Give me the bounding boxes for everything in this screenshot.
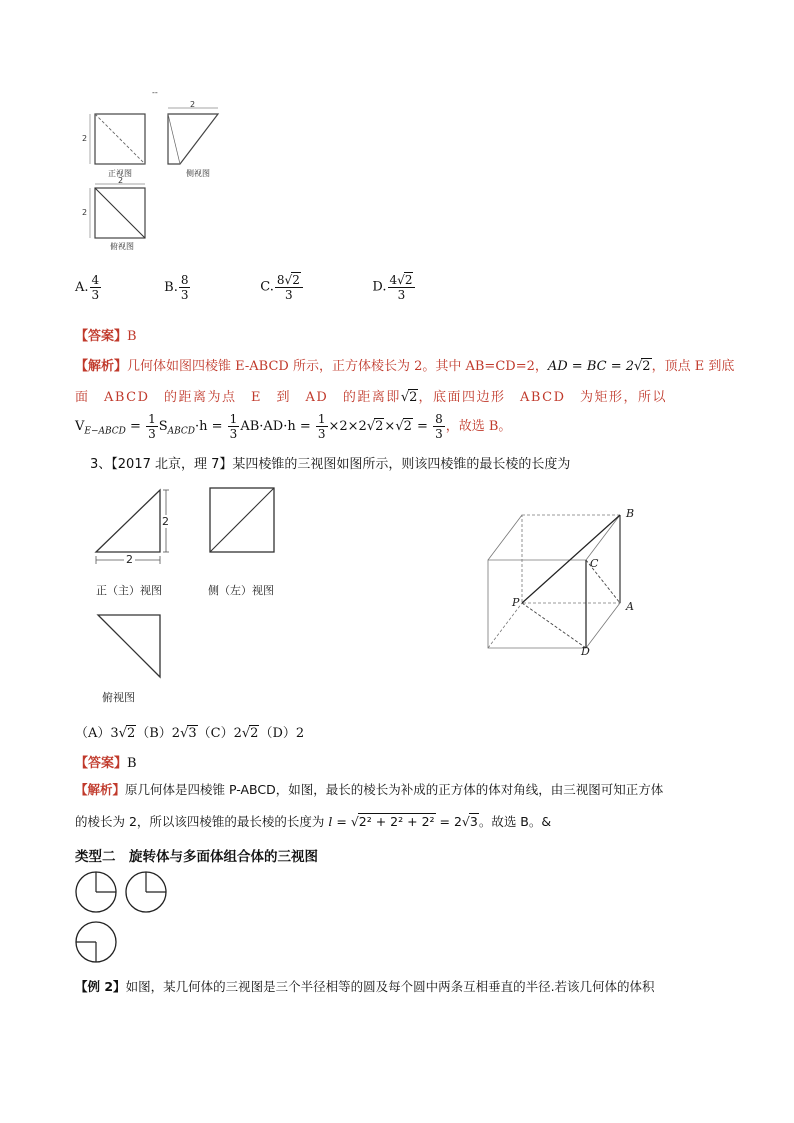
circle-views-drawing [72, 868, 182, 968]
answer-value: B [127, 329, 137, 344]
analysis-text-2: 面 ABCD 的距离为点 E 到 AD 的距离即 [75, 390, 401, 405]
cube-label-b: B [626, 507, 635, 520]
analysis-tail-2: ，底面四边形 ABCD 为矩形，所以 [418, 390, 667, 405]
circle-views-figure [72, 868, 182, 968]
q3-option-a: （A）3 [75, 726, 119, 741]
section-title: 类型二 旋转体与多面体组合体的三视图 [75, 849, 318, 865]
analysis-rad2: 3 [469, 814, 478, 829]
option-c [260, 272, 368, 302]
q2-answer [75, 325, 137, 344]
frac-2 [228, 412, 240, 441]
formula-mid4: × [384, 419, 396, 434]
analysis-label: 【解析】 [75, 359, 128, 374]
formula-rad1: 2 [375, 419, 384, 434]
q3-answer [75, 752, 137, 771]
frac-2-num: 1 [229, 412, 238, 426]
analysis-tail: 。故选 B。& [478, 814, 552, 829]
q3-options: （A）3√2（B）2√3（C）2√2（D）2 [75, 726, 305, 741]
option-a-prefix: A. [75, 279, 89, 295]
dim-top-left: 2 [82, 208, 88, 217]
analysis-rad-1: 2 [642, 359, 651, 374]
dim-top-top: 2 [118, 176, 124, 185]
q3-header: 3、【2017 北京，理 7】某四棱锥的三视图如图所示，则该四棱锥的最长棱的长度为 [90, 457, 571, 472]
formula-mid3: ×2×2 [328, 419, 367, 434]
option-b [164, 273, 256, 302]
formula-eq2: = [412, 419, 433, 434]
option-a-den: 3 [91, 287, 100, 302]
option-c-frac: $\frac{8√2}{3}$ [275, 272, 303, 302]
frac-4-num: 8 [435, 412, 443, 426]
option-a-frac [90, 273, 102, 302]
frac-1-num: 1 [148, 412, 156, 426]
frac-3-den: 3 [317, 427, 326, 441]
frac-1 [146, 412, 158, 441]
q2-analysis-line-2: 面 ABCD 的距离为点 E 到 AD 的距离即√2，底面四边形 ABCD 为矩形，所以 [75, 390, 667, 405]
option-d [372, 272, 452, 302]
frac-4 [433, 412, 445, 441]
analysis-rad: 2² + 2² + 2² [358, 814, 435, 829]
cube-label-a: A [626, 600, 634, 613]
example-label: 【例 2】 [75, 979, 126, 994]
option-b-frac [179, 273, 191, 302]
cube-figure [480, 505, 650, 660]
three-view-drawing-1 [80, 88, 240, 253]
q2-options [75, 272, 452, 302]
cube-label-c: C [590, 557, 599, 570]
formula-tail: ，故选 B。 [445, 419, 512, 434]
q3-option-c-rad: 2 [250, 726, 259, 741]
example-2 [75, 977, 655, 995]
analysis-eq-1: AD = BC = 2 [547, 359, 634, 374]
option-c-den: 3 [285, 288, 293, 302]
formula-rad2: 2 [403, 419, 412, 434]
q3-analysis-line-2: 的棱长为 2，所以该四棱锥的最长棱的长度为 l = √2² + 2² + 2² = 2√3。故选 B。& [75, 814, 552, 829]
option-a-num: 4 [91, 272, 100, 287]
option-d-prefix: D. [372, 279, 387, 295]
q3-option-c: （C）2 [197, 726, 242, 741]
three-view-figure-2 [88, 485, 288, 710]
side-view-label: 侧（左）视图 [208, 584, 274, 597]
option-b-den: 3 [180, 287, 189, 302]
q3-analysis-line-1 [75, 780, 663, 798]
analysis-text-1: 几何体如图四棱锥 E-ABCD 所示，正方体棱长为 2。其中 AB=CD=2， [127, 359, 548, 374]
q3-option-d: （D）2 [259, 726, 305, 741]
option-d-frac: $\frac{4√2}{3}$ [388, 272, 416, 302]
dash-mark: -- [152, 88, 158, 97]
cube-label-d: D [581, 645, 590, 658]
option-b-num: 8 [180, 272, 189, 287]
frac-1-den: 3 [148, 427, 156, 441]
q2-analysis-line-1: 【解析】几何体如图四棱锥 E-ABCD 所示，正方体棱长为 2。其中 AB=CD=2，AD = BC = 2√2，顶点 E 到底 [75, 359, 735, 374]
formula-s-sub: ABCD [167, 426, 195, 437]
formula-mid2: AB·AD·h = [240, 419, 315, 434]
top-view-label: 俯视图 [110, 242, 134, 251]
analysis-text-1: 原几何体是四棱锥 P-ABCD，如图，最长的棱长为补成的正方体的体对角线，由三视图可知正方体 [125, 782, 664, 797]
dim-front-left: 2 [82, 134, 88, 143]
q3-option-b-rad: 3 [188, 726, 197, 741]
dim-width-label: 2 [126, 553, 133, 566]
formula-mid1: ·h = [195, 419, 227, 434]
answer-label: 【答案】 [75, 756, 128, 771]
dim-height-label: 2 [162, 515, 169, 528]
front-view-label: 正视图 [108, 169, 132, 178]
three-view-figure-1 [80, 88, 240, 253]
frac-3 [316, 412, 328, 441]
cube-label-p: P [512, 596, 520, 609]
front-view-label: 正（主）视图 [96, 584, 162, 597]
top-view-label: 俯视图 [102, 691, 135, 704]
answer-value: B [127, 756, 137, 771]
option-c-coef: 8 [276, 273, 285, 287]
option-d-coef: 4 [389, 273, 398, 287]
option-b-prefix: B. [164, 279, 178, 295]
example-text: 如图，某几何体的三视图是三个半径相等的圆及每个圆中两条互相垂直的半径.若该几何体的体积 [125, 979, 655, 994]
option-c-prefix: C. [260, 279, 274, 295]
q2-analysis-line-3: $V_{E-ABCD}$ = $\frac{1}{3}$ $S_{ABCD}\cdot h$ = $\frac{1}{3}$ AB·AD·h = $\frac{1}{3}$ ×2×2√2×√2 = $\frac{8}{3}$ ，故选 B。 [75, 412, 512, 441]
option-d-rad: 2 [404, 273, 413, 287]
answer-label: 【答案】 [75, 329, 128, 344]
dim-side-top: 2 [190, 100, 196, 109]
side-view-label: 侧视图 [186, 169, 210, 178]
formula-s: S [158, 419, 168, 434]
analysis-text-2: 的棱长为 2，所以该四棱锥的最长棱的长度为 [75, 814, 329, 829]
formula-v-sub: E−ABCD [84, 426, 126, 437]
formula-v: V [75, 419, 85, 434]
option-d-den: 3 [397, 288, 406, 302]
q3-option-a-rad: 2 [126, 726, 136, 741]
cube-drawing [480, 505, 650, 660]
option-c-rad: 2 [292, 273, 300, 287]
frac-4-den: 3 [435, 427, 443, 441]
option-a [75, 273, 160, 302]
analysis-eq2: = 2 [435, 814, 462, 829]
analysis-rad-2: 2 [409, 390, 418, 405]
frac-2-den: 3 [229, 427, 238, 441]
analysis-tail-1: ，顶点 E 到底 [651, 359, 735, 374]
frac-3-num: 1 [317, 412, 326, 426]
analysis-eq: l = [328, 814, 351, 829]
formula-eq1: = [125, 419, 146, 434]
analysis-label: 【解析】 [75, 782, 126, 797]
q3-option-b: （B）2 [136, 726, 181, 741]
